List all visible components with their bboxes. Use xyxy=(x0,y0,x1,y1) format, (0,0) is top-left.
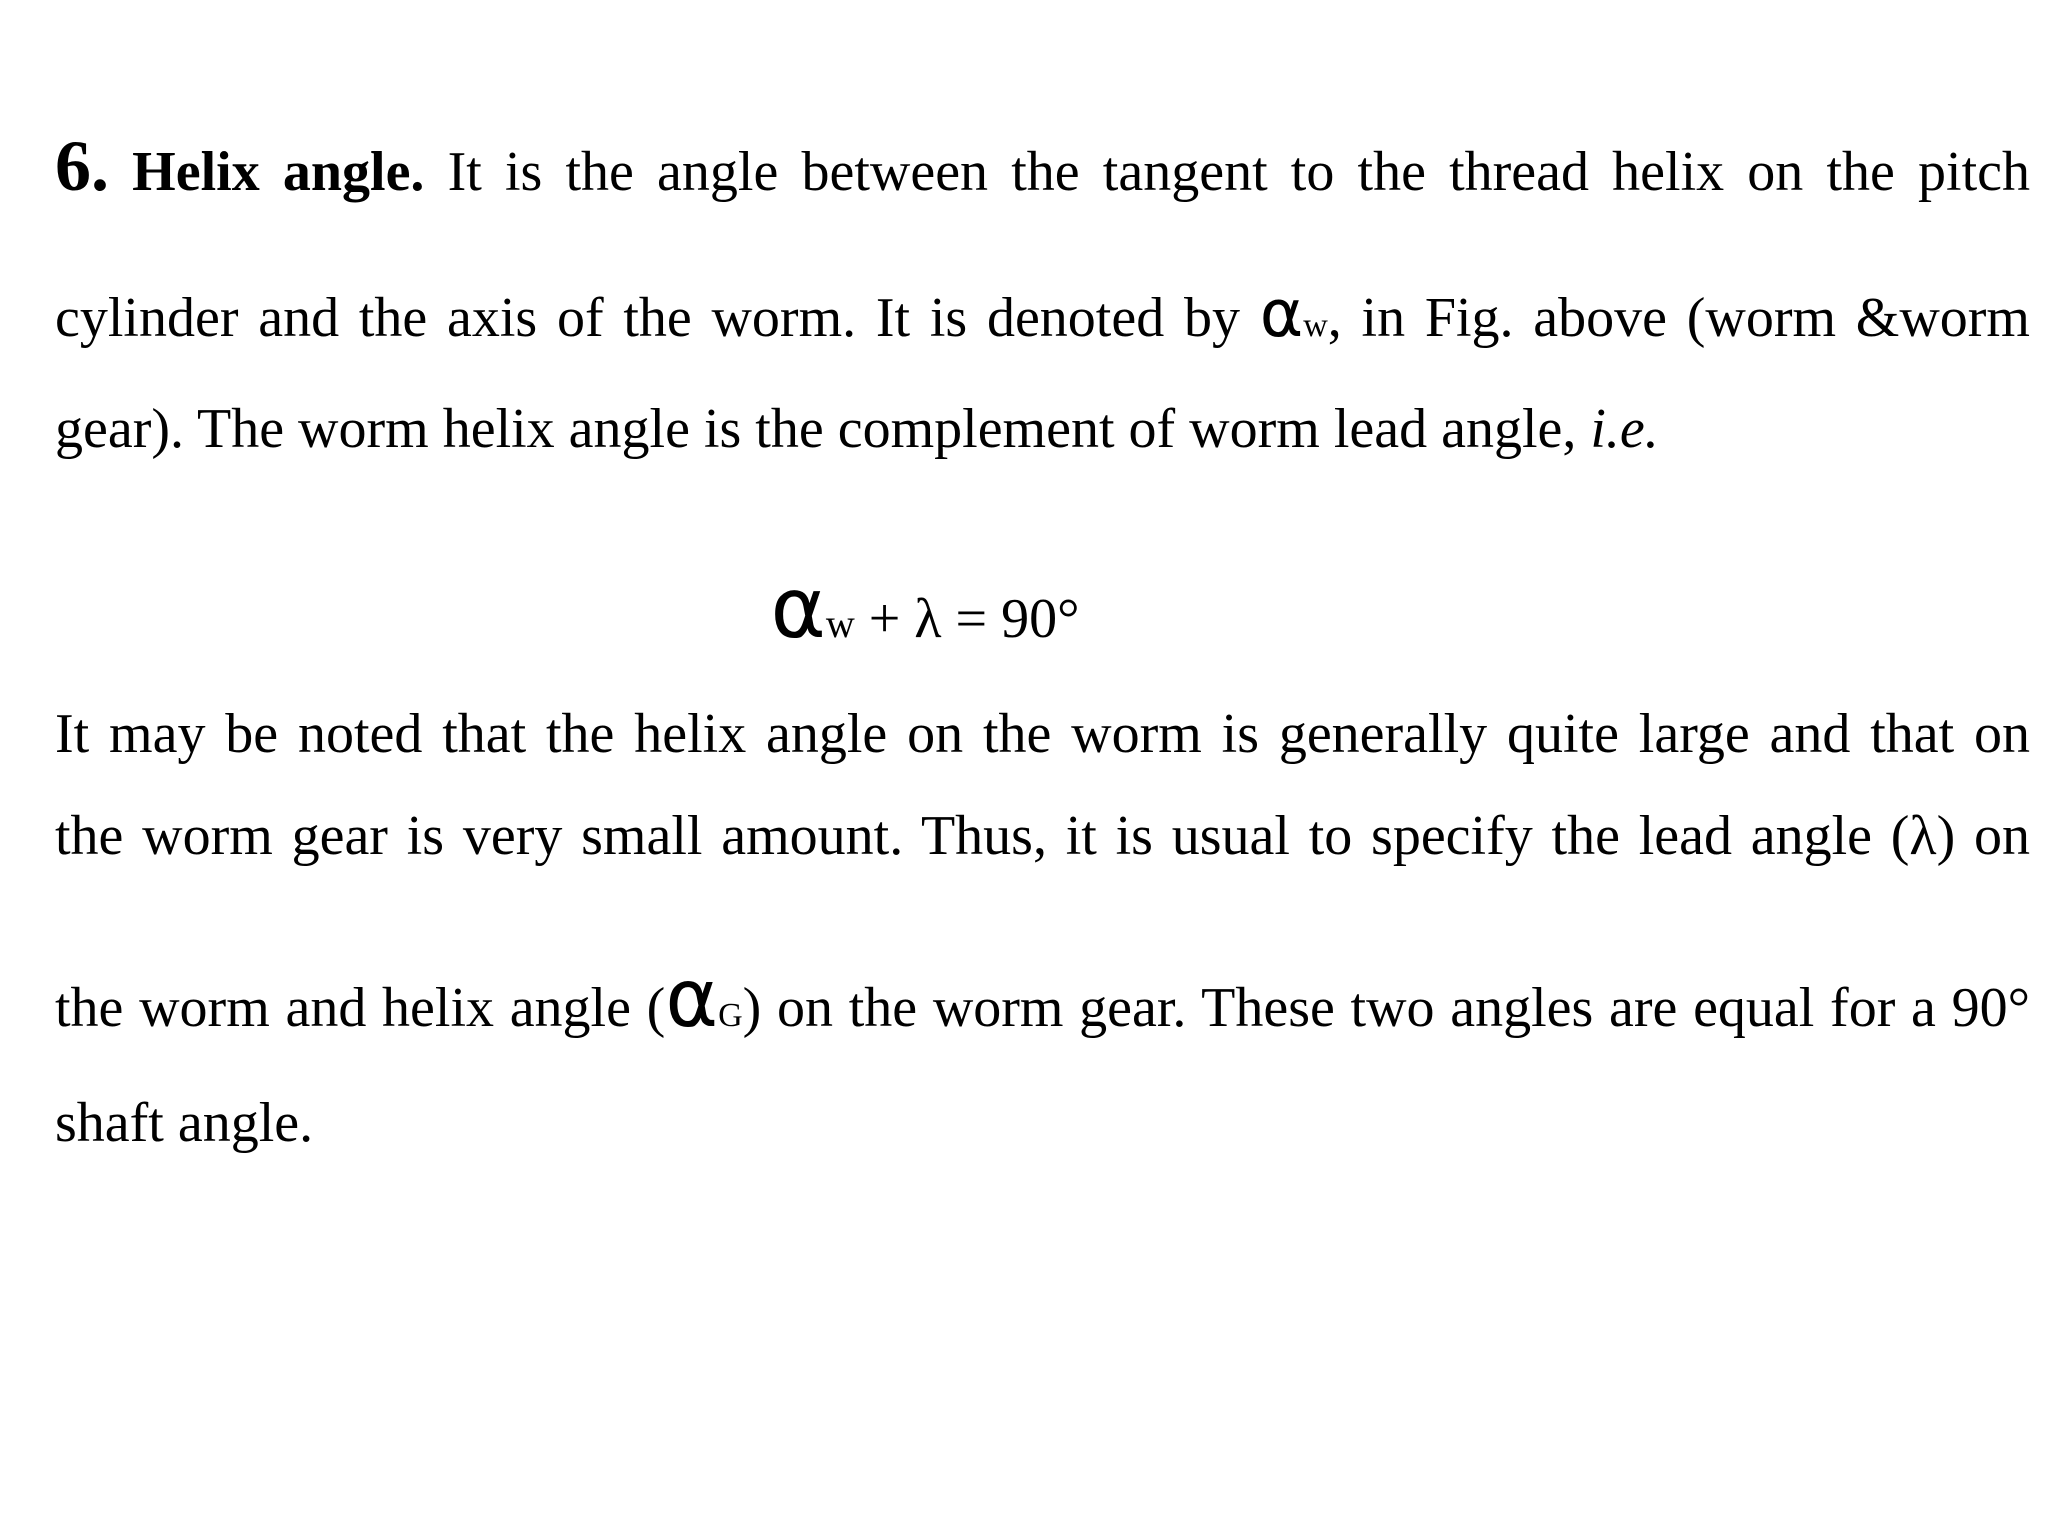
paragraph-1-line-2 xyxy=(55,275,2030,358)
equation-subscript: w xyxy=(825,601,855,646)
paragraph-1-line-3 xyxy=(55,397,2030,461)
paragraph-2-text-4: shaft angle. xyxy=(55,1092,314,1154)
paragraph-2-line-2 xyxy=(55,804,2030,868)
paragraph-2-text-3b: ) on the worm gear. These two angles are equal for a 90° xyxy=(742,977,2031,1039)
paragraph-1-text-2b: , in Fig. above (worm &worm xyxy=(1327,287,2030,349)
alpha-g-subscript: G xyxy=(718,997,743,1034)
section-heading: Helix angle. xyxy=(132,141,425,203)
paragraph-1-text-3: gear). The worm helix angle is the complement of worm lead angle, xyxy=(55,398,1591,460)
paragraph-2-line-3 xyxy=(55,952,2031,1048)
equation-rest: + λ = 90° xyxy=(854,588,1080,650)
paragraph-2-text-2: the worm gear is very small amount. Thus, it is usual to specify the lead angle (λ) on xyxy=(55,805,2030,867)
paragraph-2-text-3a: the worm and helix angle ( xyxy=(55,977,666,1039)
paragraph-2-text-1: It may be noted that the helix angle on the worm is generally quite large and that on xyxy=(55,703,2030,765)
alpha-g-symbol: α xyxy=(665,952,719,1045)
paragraph-1-line-1 xyxy=(55,126,2031,206)
paragraph-2-line-1 xyxy=(55,702,2030,766)
alpha-w-symbol: α xyxy=(1259,275,1304,352)
ie-abbreviation: i.e. xyxy=(1590,398,1659,460)
paragraph-1-text-1: It is the angle between the tangent to the thread helix on the pitch xyxy=(424,141,2031,203)
helix-angle-equation xyxy=(0,559,1850,664)
alpha-w-subscript: w xyxy=(1303,307,1328,344)
paragraph-2-line-4 xyxy=(55,1091,2030,1155)
section-number: 6. xyxy=(55,126,109,206)
equation-alpha-symbol: α xyxy=(770,559,826,657)
paragraph-1-text-2a: cylinder and the axis of the worm. It is denoted by xyxy=(55,287,1260,349)
